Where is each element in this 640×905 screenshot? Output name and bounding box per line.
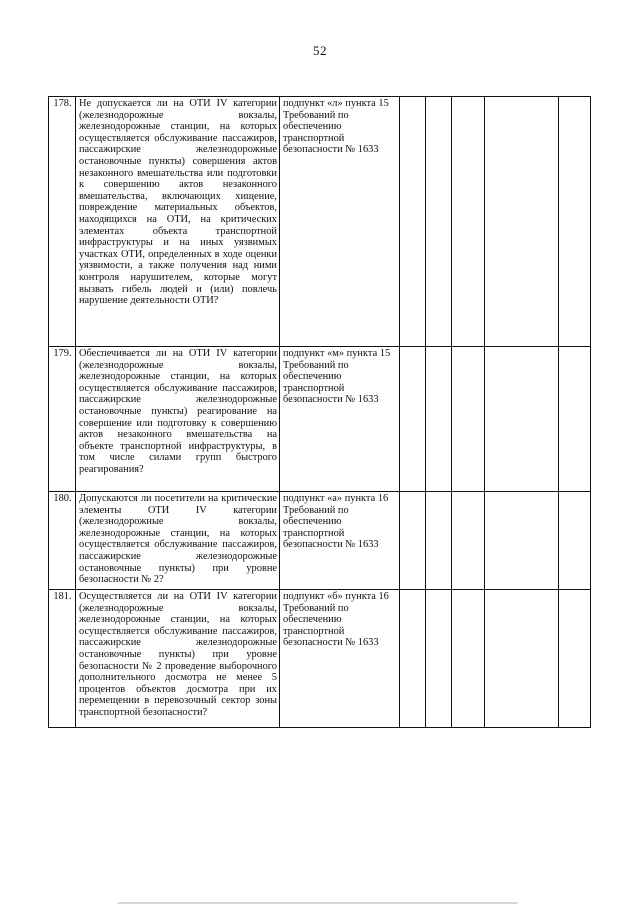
answer-cell-note[interactable] — [485, 492, 559, 590]
answer-cell-yes[interactable] — [400, 590, 426, 728]
answer-cell-extra[interactable] — [559, 590, 591, 728]
answer-cell-note[interactable] — [485, 97, 559, 347]
table-row — [49, 492, 591, 590]
table-row — [49, 347, 591, 492]
table-row — [49, 97, 591, 347]
checklist-table — [48, 96, 591, 728]
legal-reference: подпункт «л» пункта 15 Требований по обеспечению транспортной безопасности № 1633 — [280, 97, 400, 347]
answer-cell-yes[interactable] — [400, 492, 426, 590]
answer-cell-na[interactable] — [452, 492, 485, 590]
legal-reference: подпункт «м» пункта 15 Требований по обеспечению транспортной безопасности № 1633 — [280, 347, 400, 492]
answer-cell-extra[interactable] — [559, 97, 591, 347]
legal-reference: подпункт «а» пункта 16 Требований по обеспечению транспортной безопасности № 1633 — [280, 492, 400, 590]
scan-edge-line — [118, 902, 518, 904]
answer-cell-na[interactable] — [452, 97, 485, 347]
answer-cell-note[interactable] — [485, 590, 559, 728]
answer-cell-na[interactable] — [452, 590, 485, 728]
answer-cell-extra[interactable] — [559, 347, 591, 492]
answer-cell-extra[interactable] — [559, 492, 591, 590]
answer-cell-note[interactable] — [485, 347, 559, 492]
question-text: Осуществляется ли на ОТИ IV категории (железнодорожные вокзалы, железнодорожные станции, на которых осуществляется обслуживание пассажиров, пассажирские железнодорожные остановочные пункты) при уровне безопасности № 2 проведение выборочного дополнительного досмотра не менее 5 процентов объектов досмотра при их перемещении в перевозочный сектор зоны транспортной безопасности? — [76, 590, 280, 728]
answer-cell-no[interactable] — [426, 347, 452, 492]
answer-cell-yes[interactable] — [400, 97, 426, 347]
question-text: Допускаются ли посетители на критические элементы ОТИ IV категории (железнодорожные вокзалы, железнодорожные станции, на которых осуществляется обслуживание пассажиров, пассажирские железнодорожные остановочные пункты) при уровне безопасности № 2? — [76, 492, 280, 590]
row-number: 178. — [49, 97, 76, 347]
answer-cell-no[interactable] — [426, 492, 452, 590]
table-row — [49, 590, 591, 728]
answer-cell-no[interactable] — [426, 590, 452, 728]
row-number: 180. — [49, 492, 76, 590]
answer-cell-yes[interactable] — [400, 347, 426, 492]
answer-cell-no[interactable] — [426, 97, 452, 347]
row-number: 181. — [49, 590, 76, 728]
question-text: Не допускается ли на ОТИ IV категории (железнодорожные вокзалы, железнодорожные станции, на которых осуществляется обслуживание пассажиров, пассажирские железнодорожные остановочные пункты) совершения актов незаконного вмешательства или подготовки к совершению актов незаконного вмешательства, включающих хищение, повреждение материальных объектов, находящихся на ОТИ, на критических элементах объекта транспортной инфраструктуры и на иных уязвимых участках ОТИ, определенных в ходе оценки уязвимости, а также получения над ними контроля нарушителем, которые могут вызвать гибель людей и (или) повлечь нарушение деятельности ОТИ? — [76, 97, 280, 347]
page-number: 52 — [313, 43, 327, 58]
row-number: 179. — [49, 347, 76, 492]
question-text: Обеспечивается ли на ОТИ IV категории (железнодорожные вокзалы, железнодорожные станции, на которых осуществляется обслуживание пассажиров, пассажирские железнодорожные остановочные пункты) реагирование на совершение или подготовку к совершению актов незаконного вмешательства на объекте транспортной инфраструктуры, в том числе силами групп быстрого реагирования? — [76, 347, 280, 492]
legal-reference: подпункт «б» пункта 16 Требований по обеспечению транспортной безопасности № 1633 — [280, 590, 400, 728]
answer-cell-na[interactable] — [452, 347, 485, 492]
